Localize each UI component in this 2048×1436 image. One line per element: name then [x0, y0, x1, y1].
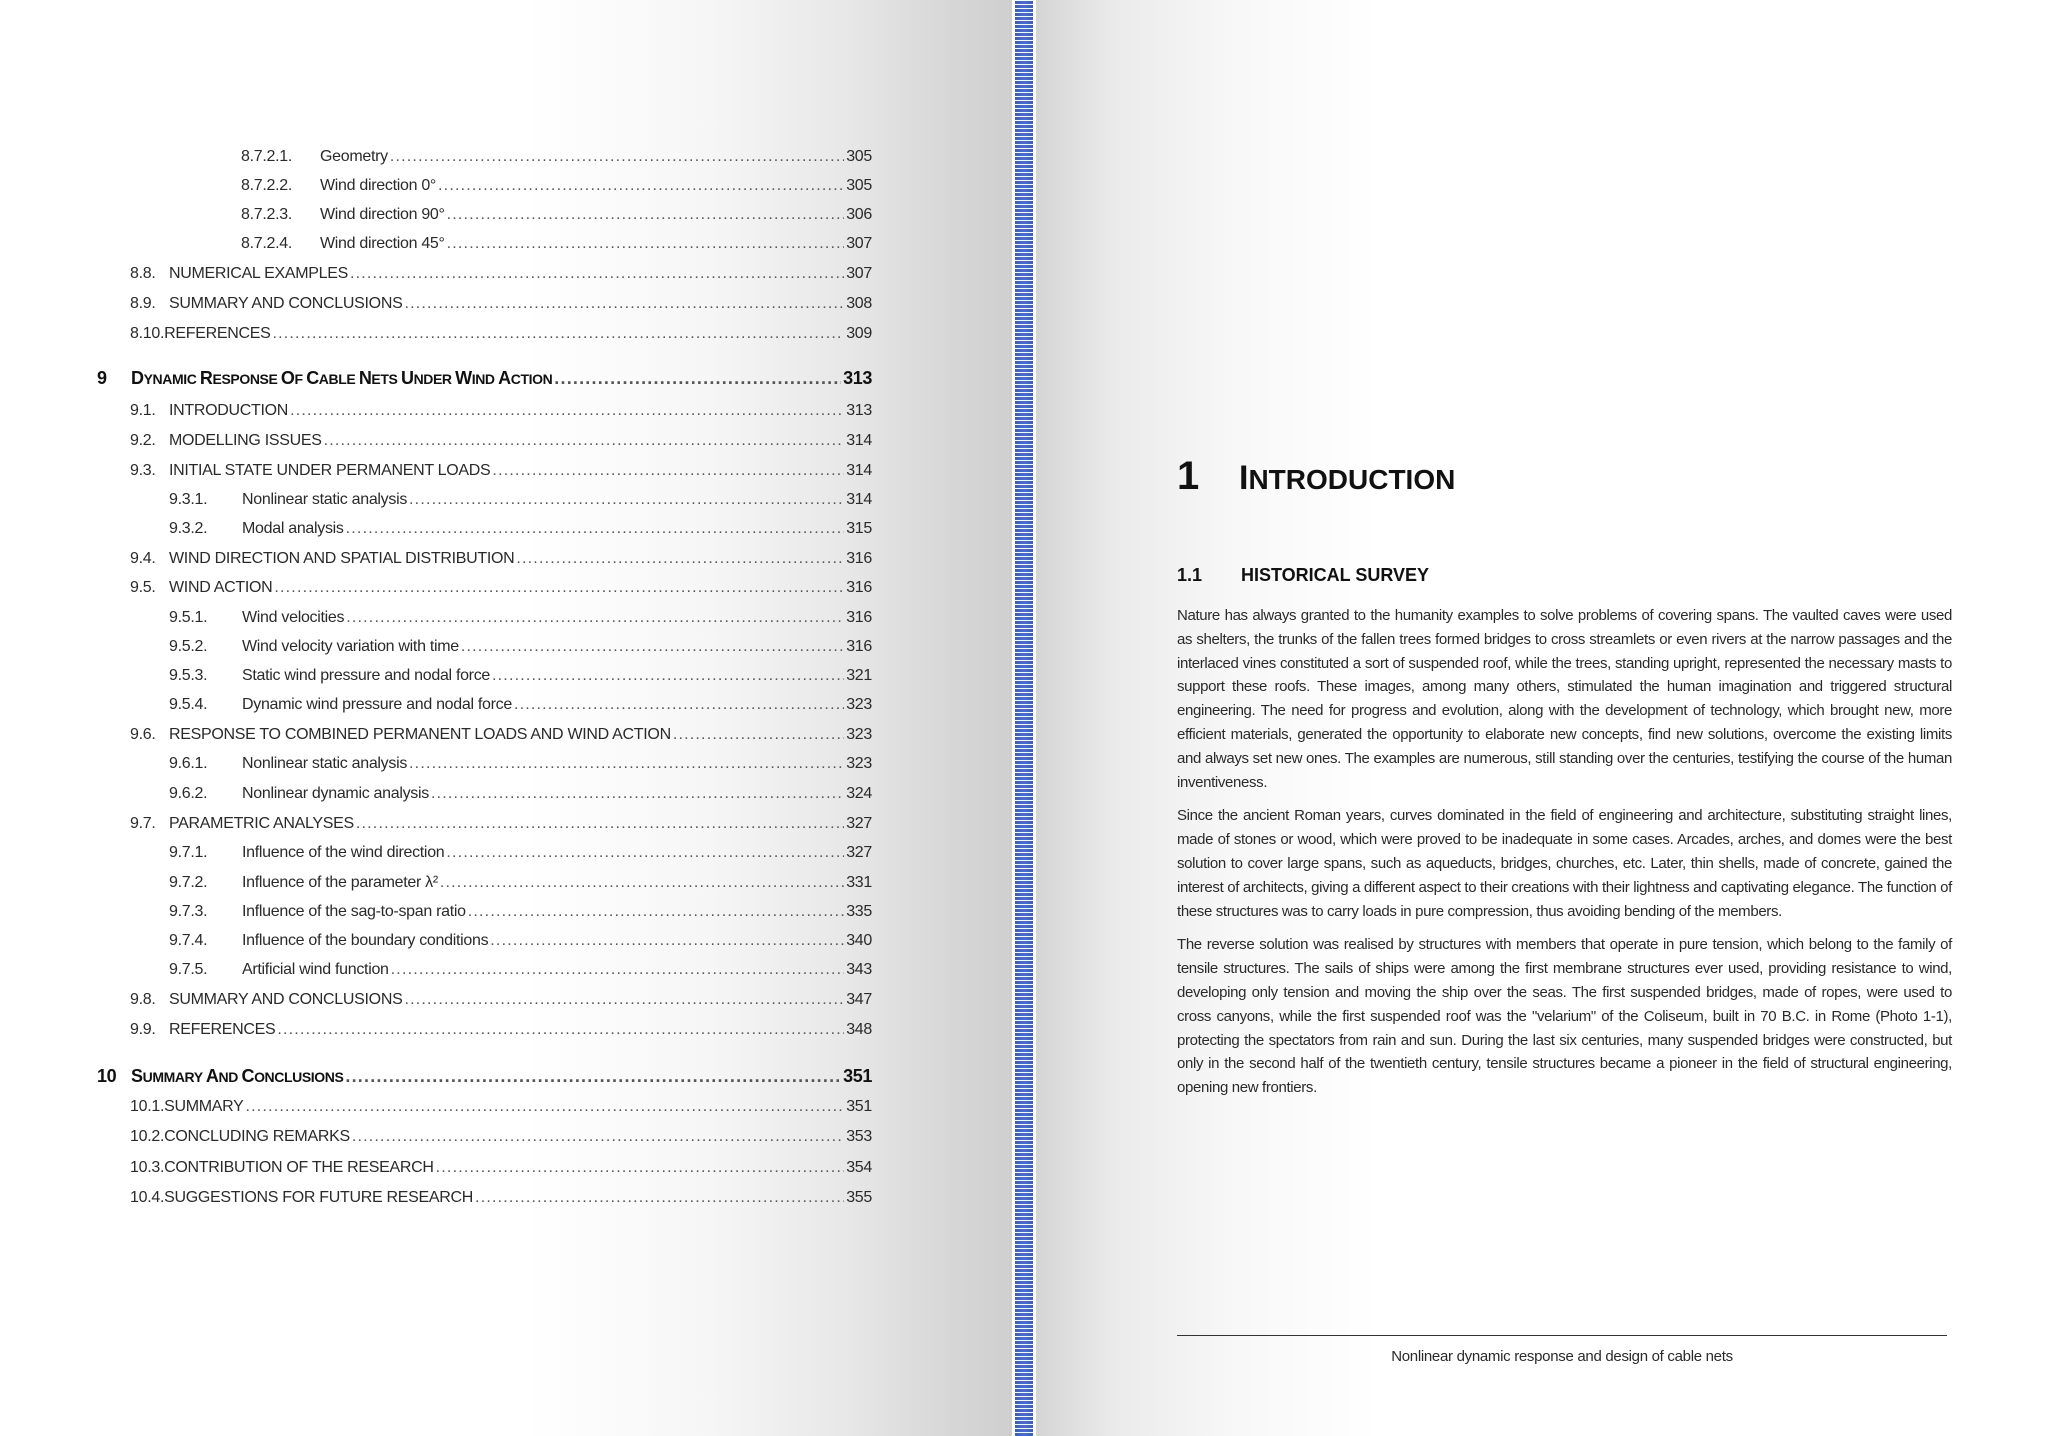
toc-entry-title: Static wind pressure and nodal force: [242, 667, 491, 684]
toc-entry-number: 9.3.1.: [169, 491, 208, 508]
toc-dot-leader: [290, 402, 844, 420]
toc-entry-number: 9.6.1.: [169, 755, 208, 772]
toc-entry-number: 8.7.2.2.: [241, 177, 292, 194]
toc-dot-leader: [350, 265, 844, 283]
toc-entry-title: INITIAL STATE UNDER PERMANENT LOADS: [169, 462, 491, 479]
toc-entry: [130, 1189, 872, 1213]
toc-entry-number: 8.8.: [130, 265, 156, 282]
toc-entry-number: 9.9.: [130, 1021, 156, 1038]
toc-entry-page: 313: [843, 368, 872, 388]
toc-entry-title: Geometry: [320, 148, 388, 165]
toc-entry-title: Wind velocity variation with time: [242, 638, 459, 655]
toc-dot-leader: [490, 932, 844, 950]
toc-entry-title: Nonlinear static analysis: [242, 755, 408, 772]
toc-entry: [130, 265, 872, 289]
toc-dot-leader: [492, 462, 844, 480]
toc-entry: [169, 785, 872, 809]
toc-entry: [130, 550, 872, 574]
toc-entry-number: 8.7.2.1.: [241, 148, 292, 165]
toc-entry-number: 9.5.2.: [169, 638, 208, 655]
toc-entry-title: Influence of the parameter λ²: [242, 874, 438, 891]
chapter-title: INTRODUCTION: [1239, 459, 1456, 497]
toc-entry-title: PARAMETRIC ANALYSES: [169, 815, 354, 832]
section-number: 1.1: [1177, 565, 1203, 585]
section-title: HISTORICAL SURVEY: [1241, 565, 1430, 585]
toc-entry-page: 316: [846, 550, 872, 567]
toc-dot-leader: [461, 638, 844, 656]
toc-entry-number: 9.7.: [130, 815, 156, 832]
toc-entry-number: 10.4.: [130, 1189, 165, 1206]
toc-entry-page: 316: [846, 609, 872, 626]
toc-entry: [169, 520, 872, 544]
toc-entry: [241, 177, 872, 201]
toc-entry-page: 315: [846, 520, 872, 537]
toc-entry-title: WIND ACTION: [169, 579, 273, 596]
toc-entry-number: 9.7.2.: [169, 874, 208, 891]
toc-dot-leader: [404, 295, 844, 313]
toc-entry: [130, 402, 872, 426]
toc-entry-title: CONCLUDING REMARKS: [164, 1128, 350, 1145]
toc-entry-number: 9.3.: [130, 462, 156, 479]
toc-entry-title: SUMMARY AND CONCLUSIONS: [169, 295, 403, 312]
toc-entry-number: 9.2.: [130, 432, 156, 449]
toc-entry-title: Nonlinear dynamic analysis: [242, 785, 429, 802]
toc-entry-title: Wind direction 0°: [320, 177, 437, 194]
toc-entry: [169, 932, 872, 956]
toc-entry: [130, 1021, 872, 1045]
toc-entry-page: 351: [843, 1066, 872, 1086]
toc-entry: [241, 235, 872, 259]
toc-dot-leader: [446, 844, 844, 862]
chapter-number: 1: [1177, 454, 1200, 498]
toc-entry: [169, 638, 872, 662]
toc-entry: [130, 1159, 872, 1183]
toc-entry-page: 323: [846, 726, 872, 743]
toc-dot-leader: [272, 325, 844, 343]
toc-dot-leader: [468, 903, 844, 921]
toc-dot-leader: [274, 579, 844, 597]
toc-entry: [169, 609, 872, 633]
toc-dot-leader: [554, 368, 841, 389]
toc-entry-page: 309: [846, 325, 872, 342]
toc-dot-leader: [346, 609, 844, 627]
toc-entry-number: 10.1.: [130, 1098, 165, 1115]
toc-entry-title: SUGGESTIONS FOR FUTURE RESEARCH: [164, 1189, 474, 1206]
toc-entry: [130, 1128, 872, 1152]
toc-entry-title: Wind direction 45°: [320, 235, 445, 252]
toc-entry-page: 353: [846, 1128, 872, 1145]
toc-entry-title: SUMMARY AND CONCLUSIONS: [169, 991, 403, 1008]
toc-entry-title: INTRODUCTION: [169, 402, 289, 419]
toc-entry-number: 9.6.2.: [169, 785, 208, 802]
toc-entry-page: 316: [846, 638, 872, 655]
table-of-contents: [0, 0, 1012, 1436]
toc-entry-page: 324: [846, 785, 872, 802]
toc-entry: [169, 696, 872, 720]
toc-entry: [130, 325, 872, 349]
toc-dot-leader: [447, 206, 845, 224]
toc-entry-title: REFERENCES: [169, 1021, 276, 1038]
toc-entry: [241, 206, 872, 230]
toc-entry-number: 8.7.2.4.: [241, 235, 292, 252]
paragraph: The reverse solution was realised by structures with members that operate in pure tension, which belong to the family of tensile structures. The sails of ships were among the first membrane structures ever used, providing resistance to wind, developing only tension and moving the ship over the seas. The first suspended bridges, made of ropes, were used to cross canyons, while the first suspended roof was the "velarium" of the Coliseum, built in 70 B.C. in Rome (Photo 1-1), protecting the spectators from rain and sun. During the last six centuries, many suspended bridges were constructed, but only in the second half of the twentieth century, tensile structures became a pioneer in the field of structural engineering, opening new frontiers.: [1177, 936, 1952, 1097]
toc-entry-page: 343: [846, 961, 872, 978]
toc-entry-page: 331: [846, 874, 872, 891]
toc-dot-leader: [352, 1128, 844, 1146]
toc-entry-page: 305: [846, 148, 872, 165]
paragraph: Since the ancient Roman years, curves dominated in the field of engineering and architecture, substituting straight lines, made of stones or wood, which were proved to be inadequate in some cases. Arcades, arches, and domes were the best solution to cover large spans, such as aqueducts, bridges, churches, etc. Later, thin shells, made of concrete, gained the interest of architects, giving a different aspect to their creations with their lightness and captivating elegance. The function of these structures was to carry loads in pure compression, thus avoiding bending of the members.: [1177, 807, 1952, 920]
toc-entry: [130, 579, 872, 603]
toc-dot-leader: [277, 1021, 844, 1039]
toc-entry-number: 8.9.: [130, 295, 156, 312]
toc-entry-title: DYNAMIC RESPONSE OF CABLE NETS UNDER WIND ACTION: [131, 368, 553, 388]
toc-entry: [169, 874, 872, 898]
toc-entry: [169, 667, 872, 691]
toc-entry-page: 313: [846, 402, 872, 419]
toc-entry-title: Influence of the wind direction: [242, 844, 445, 861]
toc-entry-number: 9.5.4.: [169, 696, 208, 713]
toc-dot-leader: [516, 550, 844, 568]
toc-entry-number: 9.1.: [130, 402, 156, 419]
toc-entry-title: REFERENCES: [164, 325, 271, 342]
toc-entry: [169, 491, 872, 515]
toc-entry-number: 9.5.1.: [169, 609, 208, 626]
toc-entry-number: 9: [97, 368, 107, 388]
toc-entry-page: 321: [846, 667, 872, 684]
toc-dot-leader: [436, 1159, 845, 1177]
chapter-heading: [1177, 454, 1455, 499]
toc-entry-number: 9.7.4.: [169, 932, 208, 949]
toc-dot-leader: [246, 1098, 845, 1116]
section-heading: [1177, 565, 1429, 586]
toc-entry-number: 9.7.5.: [169, 961, 208, 978]
toc-entry-number: 9.5.3.: [169, 667, 208, 684]
toc-dot-leader: [390, 148, 844, 166]
toc-entry-page: 314: [846, 491, 872, 508]
toc-entry-page: 340: [846, 932, 872, 949]
toc-entry-title: SUMMARY: [164, 1098, 244, 1115]
toc-entry: [130, 991, 872, 1015]
toc-entry-title: RESPONSE TO COMBINED PERMANENT LOADS AND WIND ACTION: [169, 726, 671, 743]
toc-entry-title: Artificial wind function: [242, 961, 389, 978]
left-page: [0, 0, 1012, 1436]
toc-entry-page: 354: [846, 1159, 872, 1176]
toc-entry: [130, 726, 872, 750]
toc-entry-page: 316: [846, 579, 872, 596]
spiral-binding: [1012, 0, 1036, 1436]
toc-entry-page: 327: [846, 815, 872, 832]
toc-entry-number: 10.3.: [130, 1159, 165, 1176]
toc-entry-page: 307: [846, 235, 872, 252]
toc-dot-leader: [391, 961, 845, 979]
toc-chapter-entry: [97, 368, 872, 392]
toc-entry-number: 10.2.: [130, 1128, 165, 1145]
toc-dot-leader: [440, 874, 844, 892]
toc-entry-page: 305: [846, 177, 872, 194]
toc-chapter-entry: [97, 1066, 872, 1090]
toc-dot-leader: [324, 432, 845, 450]
toc-dot-leader: [492, 667, 844, 685]
toc-entry: [169, 755, 872, 779]
toc-entry-page: 351: [846, 1098, 872, 1115]
toc-entry-number: 8.10.: [130, 325, 165, 342]
toc-entry-page: 314: [846, 462, 872, 479]
toc-entry: [130, 295, 872, 319]
toc-entry-page: 327: [846, 844, 872, 861]
toc-entry-number: 9.7.1.: [169, 844, 208, 861]
toc-entry-title: Wind direction 90°: [320, 206, 445, 223]
paragraph: Nature has always granted to the humanity examples to solve problems of covering spans. The vaulted caves were used as shelters, the trunks of the fallen trees formed bridges to cross streamlets or even rivers at the narrow passages and the interlaced vines constituted a sort of suspended roof, while the trees, standing upright, represented the necessary masts to support these roofs. These images, among many others, stimulated the human imagination and triggered structural engineering. The need for progress and evolution, along with the development of technology, which brought new, more efficient materials, generated the opportunity to elaborate new concepts, find new solutions, overcome the existing limits and always set new ones. The examples are numerous, still standing over the centuries, testifying the course of the human inventiveness.: [1177, 607, 1952, 791]
toc-entry-title: Influence of the boundary conditions: [242, 932, 489, 949]
toc-dot-leader: [356, 815, 844, 833]
toc-entry-title: WIND DIRECTION AND SPATIAL DISTRIBUTION: [169, 550, 515, 567]
toc-entry-page: 323: [846, 696, 872, 713]
toc-entry: [130, 1098, 872, 1122]
toc-dot-leader: [475, 1189, 844, 1207]
toc-entry: [130, 815, 872, 839]
toc-entry-title: Nonlinear static analysis: [242, 491, 408, 508]
toc-entry-title: Wind velocities: [242, 609, 345, 626]
toc-dot-leader: [514, 696, 844, 714]
toc-entry-number: 10: [97, 1066, 117, 1086]
toc-entry: [130, 462, 872, 486]
toc-entry-number: 9.8.: [130, 991, 156, 1008]
toc-entry-page: 308: [846, 295, 872, 312]
toc-dot-leader: [404, 991, 844, 1009]
footer-rule: [1177, 1335, 1947, 1336]
toc-dot-leader: [345, 1066, 841, 1087]
toc-entry-title: MODELLING ISSUES: [169, 432, 322, 449]
toc-entry-title: NUMERICAL EXAMPLES: [169, 265, 348, 282]
toc-entry: [169, 844, 872, 868]
toc-entry-title: Modal analysis: [242, 520, 344, 537]
toc-entry-page: 306: [846, 206, 872, 223]
toc-entry-title: Influence of the sag-to-span ratio: [242, 903, 466, 920]
toc-dot-leader: [409, 755, 844, 773]
toc-dot-leader: [346, 520, 845, 538]
toc-dot-leader: [409, 491, 844, 509]
toc-entry: [169, 903, 872, 927]
toc-entry-title: Dynamic wind pressure and nodal force: [242, 696, 512, 713]
toc-entry-title: CONTRIBUTION OF THE RESEARCH: [164, 1159, 434, 1176]
toc-dot-leader: [431, 785, 844, 803]
toc-entry-number: 9.6.: [130, 726, 156, 743]
toc-entry: [130, 432, 872, 456]
toc-dot-leader: [673, 726, 844, 744]
toc-entry: [169, 961, 872, 985]
toc-entry-number: 9.3.2.: [169, 520, 208, 537]
toc-entry-number: 9.4.: [130, 550, 156, 567]
toc-entry-number: 8.7.2.3.: [241, 206, 292, 223]
toc-entry-page: 347: [846, 991, 872, 1008]
toc-entry: [241, 148, 872, 172]
toc-entry-page: 307: [846, 265, 872, 282]
toc-entry-number: 9.5.: [130, 579, 156, 596]
toc-entry-page: 314: [846, 432, 872, 449]
toc-dot-leader: [447, 235, 845, 253]
toc-dot-leader: [438, 177, 844, 195]
toc-entry-title: SUMMARY AND CONCLUSIONS: [131, 1066, 344, 1086]
toc-entry-page: 323: [846, 755, 872, 772]
page-footer: Nonlinear dynamic response and design of cable nets: [1391, 1348, 1733, 1365]
body-text: [1177, 604, 1952, 1110]
toc-entry-number: 9.7.3.: [169, 903, 208, 920]
toc-entry-page: 355: [846, 1189, 872, 1206]
toc-entry-page: 348: [846, 1021, 872, 1038]
toc-entry-page: 335: [846, 903, 872, 920]
